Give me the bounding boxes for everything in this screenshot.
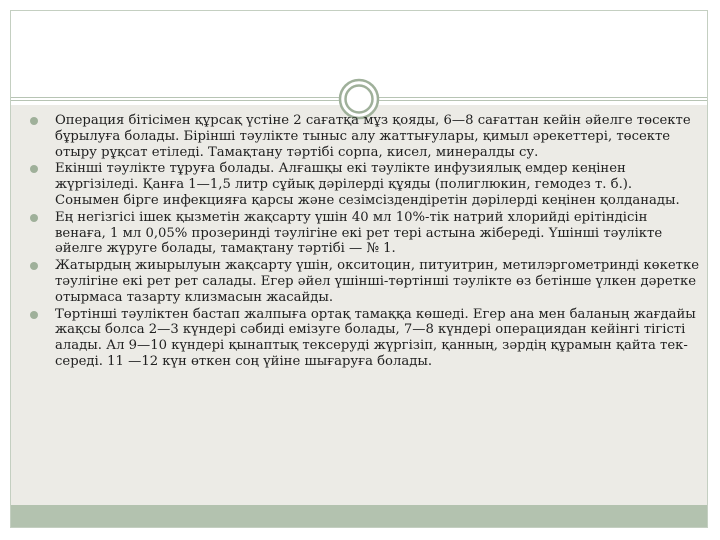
list-item-text: Жатырдың жиырылуын жақсарту үшін, окситоцин, питуитрин, метилэргометринді көкетке тәулігіне екі рет рет салады. Егер әйел үшінші-төртінші тәулікте өз бетінше үлкен дәретке отырмаса тазарту клизмасын жасайды. xyxy=(55,258,700,305)
list-item xyxy=(30,258,700,305)
list-item-text: Төртінші тәуліктен бастап жалпыға ортақ тамаққа көшеді. Егер ана мен баланың жағдайы жақсы болса 2—3 күндері сәбиді емізуге болады, 7—8 күндері операциядан кейінгі тігісті алады. Ал 9—10 күндері қынаптық тексеруді жүргізіп, қанның, зәрдің құрамын қайта тек-середі. 11 —12 күн өткен соң үйіне шығаруға болады. xyxy=(55,306,696,369)
list-item xyxy=(30,161,700,208)
round-bullet-icon xyxy=(30,311,38,319)
list-item xyxy=(30,113,700,160)
list-item-text: Екінші тәулікте тұруға болады. Алғашқы екі тәулікте инфузиялық емдер кеңінен жүргізіледі. Қанға 1—1,5 литр сұйық дәрілерді құяды (полиглюкин, гемодез т. б.). Сонымен бірге инфекцияға қарсы және сезімсіздендіретін дәрілерді кеңінен қолданады. xyxy=(55,161,680,208)
round-bullet-icon xyxy=(30,117,38,125)
round-bullet-icon xyxy=(30,262,38,270)
footer-bar xyxy=(11,505,707,527)
round-bullet-icon xyxy=(30,214,38,222)
list-item xyxy=(30,210,700,257)
list-item-text: Ең негізгісі ішек қызметін жақсарту үшін 40 мл 10%-тік натрий хлорийді ерітіндісін венаға, 1 мл 0,05% прозеринді тәулігіне екі рет тері астына жібереді. Үшінші тәулікте әйелге жүруге болады, тамақтану тәртібі — № 1. xyxy=(55,209,663,257)
round-bullet-icon xyxy=(30,165,38,173)
list-item xyxy=(30,307,700,370)
bullet-list xyxy=(30,113,700,371)
list-item-text: Операция бітісімен құрсақ үстіне 2 сағатқа мұз қояды, 6—8 сағаттан кейін әйелге төсекте бұрылуға болады. Бірінші тәулікте тыныс алу жаттығулары, қимыл әрекеттері, төсекте отыру рұқсат етіледі. Тамақтану тәртібі сорпа, кисел, минералды су. xyxy=(55,113,691,160)
